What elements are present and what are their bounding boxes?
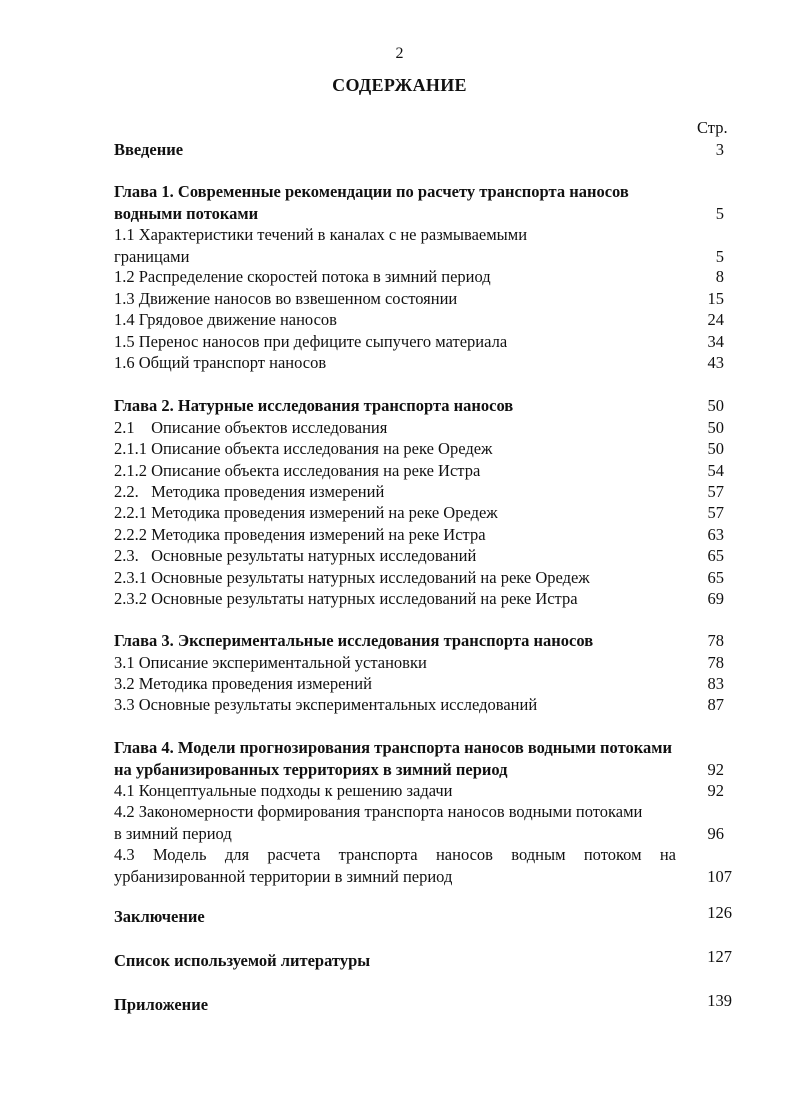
toc-entry-text: Глава 4. Модели прогнозирования транспорта наносов водными потоками на урбанизированных территориях в зимний период <box>114 738 672 779</box>
toc-entry-text: 1.4 Грядовое движение наносов <box>114 310 337 329</box>
toc-entry-text: 2.3. Основные результаты натурных исследований <box>114 546 477 565</box>
toc-entry-text: Глава 2. Натурные исследования транспорта наносов <box>114 396 514 415</box>
toc-entry-text: Введение <box>114 140 184 159</box>
toc-entry-text: Заключение <box>114 907 205 926</box>
toc-entry-text: 3.3 Основные результаты экспериментальных исследований <box>114 695 538 714</box>
toc-entry-page: 87 <box>707 695 724 714</box>
toc-entry-text: 3.2 Методика проведения измерений <box>114 674 372 693</box>
toc-entry-1-5 <box>114 331 746 353</box>
toc-entry-3-2 <box>114 673 746 695</box>
toc-entry-2-2-2 <box>114 524 746 546</box>
toc-entry-chapter-4 <box>114 737 746 780</box>
toc-entry-text: Приложение <box>114 995 209 1014</box>
toc-entry-page: 69 <box>707 589 724 608</box>
toc-entry-2-1-2 <box>114 460 746 482</box>
toc-entry-page: 65 <box>707 568 724 587</box>
toc-entry-page: 34 <box>707 332 724 351</box>
toc-entry-page: 24 <box>707 310 724 329</box>
toc-entry-text: 1.1 Характеристики течений в каналах с не размываемыми границами <box>114 225 528 266</box>
toc-entry-page: 96 <box>707 823 724 843</box>
toc-entry-page: 83 <box>707 674 724 693</box>
toc-entry-text: 4.3 Модель для расчета транспорта наносов водным потоком на урбанизированной территории в зимний период <box>114 845 676 886</box>
toc-entry-page: 57 <box>707 482 724 501</box>
toc-entry-page: 126 <box>707 903 732 922</box>
toc-entry-2-2-1 <box>114 502 746 524</box>
page-column-label: Стр. <box>697 118 728 137</box>
toc-entry-page: 5 <box>715 246 724 266</box>
toc-entry-text: Глава 3. Экспериментальные исследования транспорта наносов <box>114 631 594 650</box>
toc-entry-text: 1.3 Движение наносов во взвешенном состоянии <box>114 289 458 308</box>
toc-entry-text: Список используемой литературы <box>114 951 371 970</box>
toc-entry-text: 2.3.2 Основные результаты натурных исследований на реке Истра <box>114 589 578 608</box>
toc-entry-3-3 <box>114 694 746 716</box>
toc-entry-1-6 <box>114 352 746 374</box>
toc-entry-text: 2.2.2 Методика проведения измерений на реке Истра <box>114 525 486 544</box>
toc-entry-references <box>114 947 746 972</box>
toc-entry-page: 65 <box>707 546 724 565</box>
toc-entry-text: 2.1.1 Описание объекта исследования на реке Оредеж <box>114 439 493 458</box>
toc-entry-text: 4.2 Закономерности формирования транспорта наносов водными потоками в зимний период <box>114 802 643 843</box>
toc-entry-text: 1.6 Общий транспорт наносов <box>114 353 327 372</box>
toc-entry-text: 2.3.1 Основные результаты натурных исследований на реке Оредеж <box>114 568 590 587</box>
toc-entry-page: 5 <box>715 203 724 223</box>
page-number: 2 <box>395 45 404 62</box>
toc-entry-text: 2.1 Описание объектов исследования <box>114 418 388 437</box>
toc-entry-page: 50 <box>707 418 724 437</box>
toc-entry-2-3-1 <box>114 567 746 589</box>
toc-entry-page: 50 <box>707 396 724 415</box>
toc-entry-page: 78 <box>707 631 724 650</box>
page-title: СОДЕРЖАНИЕ <box>332 75 467 95</box>
toc-entry-chapter-3 <box>114 630 746 652</box>
toc-entry-2-2 <box>114 481 746 503</box>
toc-entry-page: 92 <box>707 759 724 779</box>
toc-entry-appendix <box>114 991 746 1016</box>
toc-entry-2-3-2 <box>114 588 746 610</box>
toc-entry-page: 78 <box>707 653 724 672</box>
toc-entry-text: 3.1 Описание экспериментальной установки <box>114 653 427 672</box>
toc-entry-4-2 <box>114 801 746 844</box>
toc-entry-2-1 <box>114 417 746 439</box>
toc-entry-text: 1.5 Перенос наносов при дефиците сыпучего материала <box>114 332 508 351</box>
toc-entry-page: 92 <box>707 781 724 800</box>
toc-entry-page: 107 <box>707 866 732 886</box>
toc-entry-page: 8 <box>715 267 724 286</box>
toc-entry-text: 4.1 Концептуальные подходы к решению задачи <box>114 781 453 800</box>
toc-entry-page: 63 <box>707 525 724 544</box>
toc-entry-conclusion <box>114 903 746 928</box>
toc-entry-1-3 <box>114 288 746 310</box>
toc-entry-page: 57 <box>707 503 724 522</box>
toc-entry-page: 54 <box>707 461 724 480</box>
toc-entry-page: 43 <box>707 353 724 372</box>
toc-entry-3-1 <box>114 652 746 674</box>
toc-entry-chapter-1 <box>114 181 734 224</box>
toc-entry-1-4 <box>114 309 746 331</box>
toc-entry-4-1 <box>114 780 746 802</box>
toc-entry-introduction <box>114 139 746 161</box>
toc-entry-chapter-2 <box>114 395 746 417</box>
toc-entry-text: Глава 1. Современные рекомендации по расчету транспорта наносов водными потоками <box>114 182 629 223</box>
toc-entry-page: 3 <box>715 140 724 159</box>
toc-entry-text: 2.2. Методика проведения измерений <box>114 482 385 501</box>
toc-entry-text: 2.2.1 Методика проведения измерений на реке Оредеж <box>114 503 498 522</box>
toc-entry-1-2 <box>114 266 746 288</box>
toc-entry-page: 127 <box>707 947 732 966</box>
toc-entry-2-3 <box>114 545 746 567</box>
toc-entry-text: 2.1.2 Описание объекта исследования на реке Истра <box>114 461 481 480</box>
toc-entry-page: 50 <box>707 439 724 458</box>
toc-entry-4-3 <box>114 844 746 887</box>
toc-entry-text: 1.2 Распределение скоростей потока в зимний период <box>114 267 491 286</box>
toc-entry-page: 139 <box>707 991 732 1010</box>
toc-entry-2-1-1 <box>114 438 746 460</box>
toc-entry-1-1 <box>114 224 746 267</box>
toc-entry-page: 15 <box>707 289 724 308</box>
